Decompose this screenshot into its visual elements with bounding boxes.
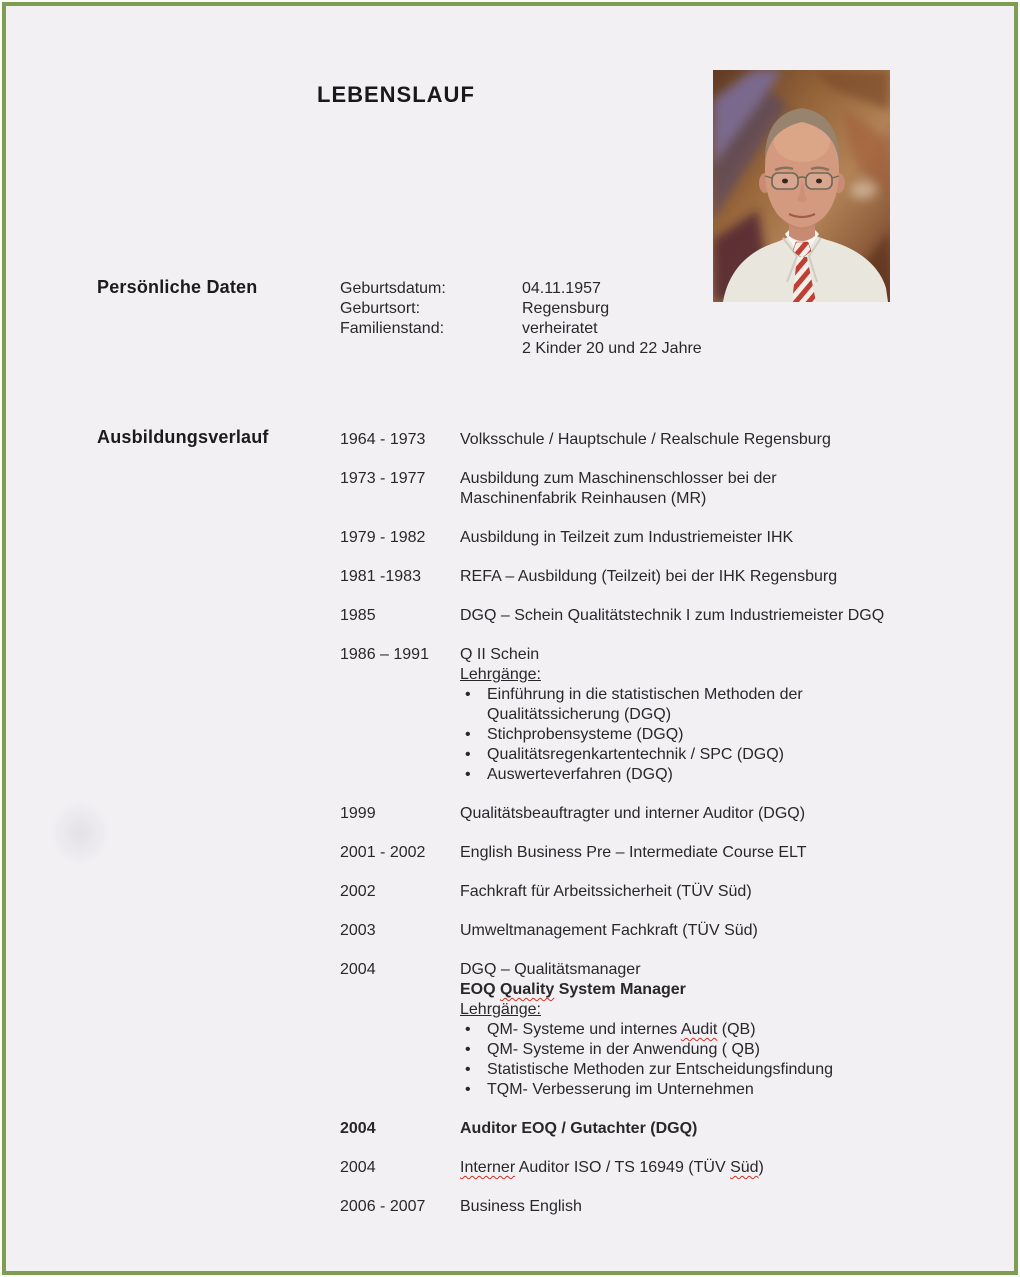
entry-year: 1973 - 1977 — [340, 470, 426, 487]
bullet-text: Statistische Methoden zur Entscheidungsfindung — [487, 1061, 833, 1078]
bullet-icon: • — [465, 686, 471, 703]
field-label — [340, 339, 522, 359]
entry-year: 1979 - 1982 — [340, 529, 426, 546]
entry-description: DGQ – Schein Qualitätstechnik I zum Industriemeister DGQ — [460, 607, 885, 624]
bullet-icon: • — [465, 1081, 471, 1098]
description-line: Einführung in die statistischen Methoden der — [487, 686, 803, 703]
page-title: LEBENSLAUF — [317, 82, 475, 107]
bullet-icon: • — [465, 1041, 471, 1058]
personal-row — [340, 299, 740, 319]
education-entry — [340, 921, 960, 941]
spellcheck-word: Süd — [730, 1159, 759, 1176]
portrait-photo-illustration — [713, 70, 890, 302]
bullet-text — [487, 685, 960, 725]
entry-description: Auditor EOQ / Gutachter (DGQ) — [460, 1120, 698, 1137]
bullet-icon: • — [465, 1021, 471, 1038]
education-entry — [340, 960, 960, 1100]
education-entry — [340, 606, 960, 626]
entry-year: 2003 — [340, 922, 376, 939]
entry-year: 2002 — [340, 883, 376, 900]
bullet-text: Qualitätsregenkartentechnik / SPC (DGQ) — [487, 746, 785, 763]
entry-year: 2004 — [340, 961, 376, 978]
bullet-item — [460, 1040, 960, 1060]
entry-year: 2001 - 2002 — [340, 844, 426, 861]
bullet-text: Auswerteverfahren (DGQ) — [487, 766, 673, 783]
entry-description: English Business Pre – Intermediate Course ELT — [460, 844, 807, 861]
bullet-icon: • — [465, 726, 471, 743]
personal-row — [340, 319, 740, 339]
description-line: Maschinenfabrik Reinhausen (MR) — [460, 490, 707, 507]
entry-description: Ausbildung in Teilzeit zum Industriemeister IHK — [460, 529, 794, 546]
description-line-bold: EOQ Quality System Manager — [460, 981, 686, 998]
education-entry — [340, 469, 960, 509]
spellcheck-word: Quality — [500, 981, 555, 998]
bullet-text: QM- Systeme in der Anwendung ( QB) — [487, 1041, 760, 1058]
courses-sublabel: Lehrgänge: — [460, 666, 541, 683]
education-entry — [340, 1197, 960, 1217]
bullet-text: Stichprobensysteme (DGQ) — [487, 726, 684, 743]
bullet-item — [460, 1060, 960, 1080]
entry-description: Interner Auditor ISO / TS 16949 (TÜV Süd) — [460, 1159, 764, 1176]
field-label: Geburtsort: — [340, 300, 421, 317]
entry-description: Fachkraft für Arbeitssicherheit (TÜV Süd) — [460, 883, 752, 900]
personal-data-heading: Persönliche Daten — [97, 277, 258, 297]
entry-year: 2004 — [340, 1159, 376, 1176]
education-entry — [340, 430, 960, 450]
personal-row — [340, 339, 740, 359]
entry-description — [460, 960, 960, 1100]
description-line: Qualitätssicherung (DGQ) — [487, 706, 672, 723]
education-entry — [340, 882, 960, 902]
spellcheck-word: Interner — [460, 1159, 516, 1176]
bullet-item — [460, 745, 960, 765]
bullet-item — [460, 765, 960, 785]
entry-year: 1964 - 1973 — [340, 431, 426, 448]
field-value: verheiratet — [522, 320, 598, 337]
education-entry — [340, 1158, 960, 1178]
education-entry — [340, 567, 960, 587]
bullet-icon: • — [465, 1061, 471, 1078]
bullet-text: QM- Systeme und internes Audit (QB) — [487, 1021, 756, 1038]
description-line: Ausbildung zum Maschinenschlosser bei der — [460, 470, 777, 487]
entry-year: 2004 — [340, 1120, 376, 1137]
portrait-photo — [713, 70, 890, 302]
entry-description: REFA – Ausbildung (Teilzeit) bei der IHK Regensburg — [460, 568, 838, 585]
bullet-item — [460, 1080, 960, 1100]
entry-description: Qualitätsbeauftragter und interner Auditor (DGQ) — [460, 805, 806, 822]
education-entry — [340, 1119, 960, 1139]
education-entry — [340, 804, 960, 824]
field-value: 04.11.1957 — [522, 280, 601, 297]
education-block — [340, 430, 960, 1236]
education-entry — [340, 528, 960, 548]
field-label: Familienstand: — [340, 320, 445, 337]
education-heading: Ausbildungsverlauf — [97, 427, 269, 447]
entry-year: 1999 — [340, 805, 376, 822]
entry-year: 1985 — [340, 607, 376, 624]
entry-description: Umweltmanagement Fachkraft (TÜV Süd) — [460, 922, 758, 939]
entry-year: 1986 – 1991 — [340, 646, 429, 663]
bullet-item — [460, 685, 960, 725]
description-line: Q II Schein — [460, 646, 540, 663]
education-entry — [340, 645, 960, 785]
field-label: Geburtsdatum: — [340, 280, 446, 297]
bullet-item — [460, 725, 960, 745]
scan-smudge — [50, 800, 110, 866]
entry-year: 2006 - 2007 — [340, 1198, 426, 1215]
entry-year: 1981 -1983 — [340, 568, 421, 585]
field-value: Regensburg — [522, 300, 610, 317]
spellcheck-word: Audit — [680, 1021, 718, 1038]
bullet-text: TQM- Verbesserung im Unternehmen — [487, 1081, 754, 1098]
entry-description: Volksschule / Hauptschule / Realschule Regensburg — [460, 431, 831, 448]
entry-description — [460, 469, 960, 509]
personal-data-block — [340, 279, 740, 359]
entry-description — [460, 645, 960, 785]
bullet-icon: • — [465, 746, 471, 763]
description-line: DGQ – Qualitätsmanager — [460, 961, 641, 978]
field-value: 2 Kinder 20 und 22 Jahre — [522, 340, 702, 357]
personal-row — [340, 279, 740, 299]
bullet-icon: • — [465, 766, 471, 783]
bullet-item — [460, 1020, 960, 1040]
entry-description: Business English — [460, 1198, 582, 1215]
education-entry — [340, 843, 960, 863]
courses-sublabel: Lehrgänge: — [460, 1001, 541, 1018]
